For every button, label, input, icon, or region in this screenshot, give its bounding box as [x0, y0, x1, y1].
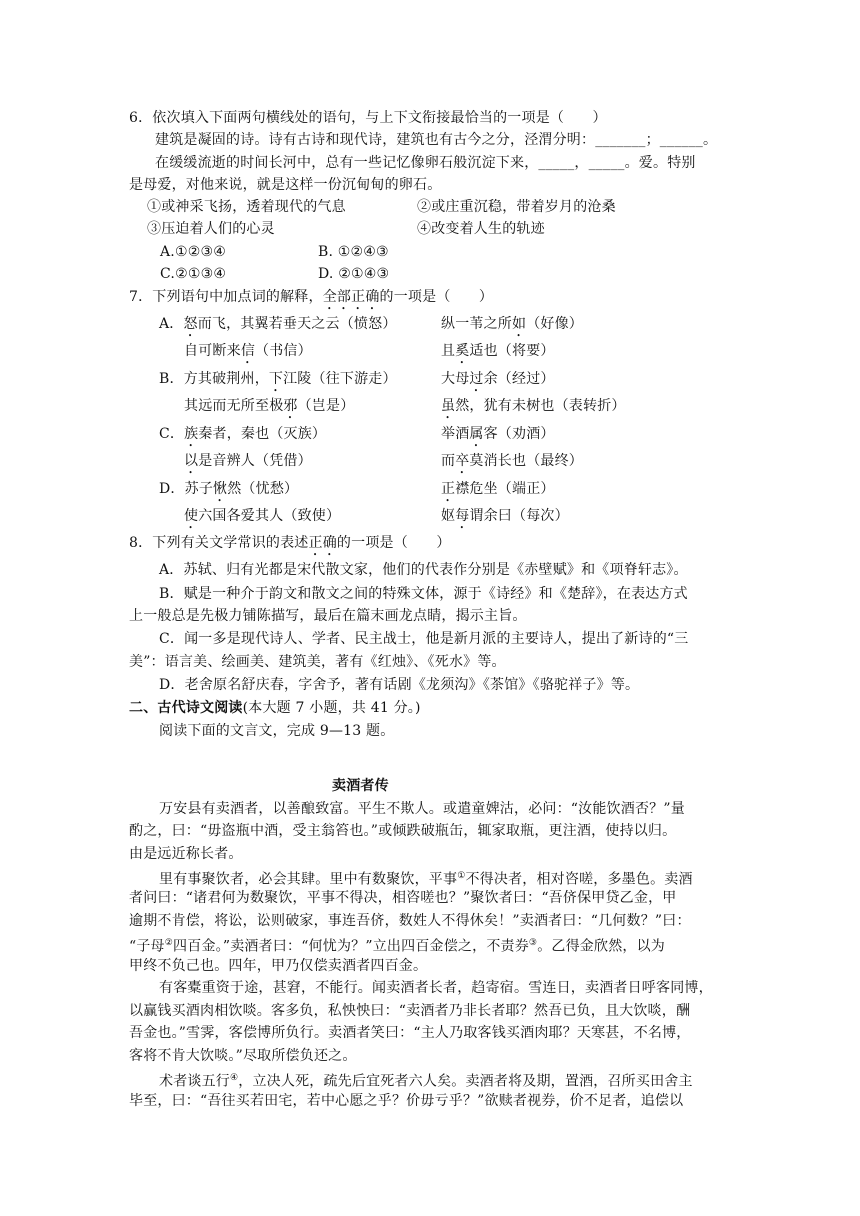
q7-c-4-key: 卒	[455, 453, 470, 469]
q8-option-b-line1: B．赋是一种介于韵文和散文之间的特殊文体，源于《诗经》和《楚辞》，在表达方式	[159, 586, 688, 602]
q7-a-3-pre: 自可断来	[184, 343, 241, 359]
q7-a-1-key: 怒	[183, 316, 198, 332]
q7-b-1-pre: B．方其破荆州，	[159, 371, 269, 387]
q7-a-2-key: 如	[512, 316, 527, 332]
q7-d-4-post: 谓余曰（每次）	[469, 508, 569, 524]
footnote-marker: ①	[457, 871, 466, 881]
q6-passage-line2: 在缓缓流逝的时间长河中，总有一些记忆像卵石般沉淀下来，_____，_____。爱。特别	[155, 155, 696, 171]
q7-a-2-post: （好像）	[526, 316, 584, 332]
passage-line: 由是远近称长者。	[129, 846, 243, 862]
q7-d-1-key: 愀	[213, 481, 228, 497]
q6-stem: 6．依次填入下面两句横线处的语句，与上下文衔接最恰当的一项是（ ）	[129, 110, 607, 126]
passage-text: 。乙得金欣然，以为	[537, 938, 666, 955]
q7-b-4	[441, 396, 626, 422]
q8-option-a: A．苏轼、归有光都是宋代散文家，他们的代表作分别是《赤壁赋》和《项脊轩志》。	[159, 562, 688, 578]
q7-c-2-post: 客（劝酒）	[483, 426, 555, 442]
passage-line: 逾期不肯偿，将讼，讼则破家，事连吾侪，数姓人不得休矣！”卖酒者曰：“几何数？”曰：	[129, 913, 691, 929]
q8-stem-emphasis: 正确	[308, 535, 337, 551]
q6-passage-line1: 建筑是凝固的诗。诗有古诗和现代诗，建筑也有古今之分，泾渭分明：_______；______。	[155, 132, 718, 148]
passage-line	[159, 1068, 693, 1092]
q7-c-3	[184, 451, 312, 477]
section-heading-note: (本大题 7 小题，共 41 分。)	[242, 700, 421, 716]
q7-c-3-key: 以	[184, 453, 199, 469]
passage-text: “子母	[129, 938, 165, 955]
q7-d-3-post: 六国各爱其人（致使）	[198, 508, 341, 524]
passage-text: 不得决者，相对咨嗟，多墨色。卖酒	[465, 871, 693, 888]
q6-item-4: ④改变着人生的轨迹	[417, 221, 545, 237]
q7-d-2-key: 正	[441, 481, 456, 497]
passage-line: 甲终不负己也。四年，甲乃仅偿卖酒者四百金。	[129, 958, 428, 974]
passage-line: 者问曰：“诸君何为数聚饮，平事不得决，相咨嗟也？”聚饮者曰：“吾侪保甲贷乙金，甲	[129, 890, 677, 906]
q6-option-d: D. ②①④③	[318, 266, 390, 282]
q7-a-1-post: 而飞，其翼若垂天之云（愤怒）	[197, 316, 397, 332]
q7-stem-a: 7．下列语句中加点词的解释，	[129, 289, 323, 305]
q7-c-3-post: 是音辨人（凭借）	[198, 453, 312, 469]
section-heading	[129, 698, 421, 718]
q7-d-1-post: 然（忧愁）	[227, 481, 299, 497]
q7-d-2	[441, 479, 555, 505]
q7-a-1-pre: A．	[159, 316, 184, 332]
q7-d-1-pre: D．苏子	[159, 481, 214, 497]
q7-a-4	[441, 341, 555, 367]
q8-option-c-line2: 美”：语言美、绘画美、建筑美，著有《红烛》、《死水》等。	[129, 654, 506, 670]
q7-a-1	[159, 314, 397, 340]
q7-b-1-key: 下	[268, 371, 284, 387]
q7-c-2	[441, 424, 555, 450]
q6-option-a: A.①②③④	[160, 244, 226, 260]
passage-line	[159, 866, 693, 890]
q7-b-2	[441, 369, 555, 395]
q7-b-3-post: （岂是）	[297, 398, 355, 414]
q7-b-3	[184, 396, 354, 422]
passage-line: 以赢钱买酒肉相饮啖。客多负，私怏怏曰：“卖酒者乃非长者耶？然吾已负，且大饮啖，酬	[129, 1003, 691, 1019]
section-heading-title: 二、古代诗文阅读	[129, 700, 243, 716]
q8-option-b-line2: 上一般总是先极力铺陈描写，最后在篇末画龙点睛，揭示主旨。	[129, 608, 527, 624]
q7-c-1-key: 族	[184, 426, 199, 442]
q8-option-d: D．老舍原名舒庆春，字舍予，著有话剧《龙须沟》《茶馆》《骆驼祥子》等。	[159, 677, 640, 693]
q7-c-1	[159, 424, 326, 450]
q8-stem-a: 8．下列有关文学常识的表述	[129, 535, 309, 551]
q7-a-3-post: （书信）	[255, 343, 312, 359]
passage-text: ，立决人死，疏先后宜死者六人矣。卖酒者将及期，置酒，召所买田舍主	[238, 1073, 693, 1090]
q7-stem-emphasis: 全部正确	[322, 289, 380, 305]
passage-line: 有客橐重资于途，甚窘，不能行。闻卖酒者长者，趋寄宿。雪连日，卖酒者日呼客同博，	[159, 980, 713, 996]
passage-title: 卖酒者传	[332, 778, 389, 794]
q7-a-2	[441, 314, 583, 340]
passage-line: 酌之，曰：“毋盗瓶中酒，受主翁笞也。”或倾跌破瓶缶，辄家取瓶，更注酒，使持以归。	[129, 823, 677, 839]
section-instruction: 阅读下面的文言文，完成 9—13 题。	[159, 723, 395, 739]
passage-line: 吾金也。”雪霁，客偿博所负行。卖酒者笑曰：“主人乃取客钱买酒肉耶？天寒甚，不名博，	[129, 1025, 691, 1041]
q7-b-4-post: 然，犹有未树也（表转折）	[455, 398, 626, 414]
q7-c-1-post: 秦者，秦也（灭族）	[198, 426, 327, 442]
footnote-marker: ③	[528, 938, 538, 948]
q7-d-2-post: 襟危坐（端正）	[455, 481, 555, 497]
footnote-marker: ④	[230, 1073, 239, 1083]
q8-stem	[129, 533, 451, 559]
q7-b-3-key: 邪	[283, 398, 298, 414]
q7-d-4-key: 每	[455, 508, 470, 524]
q7-a-4-pre: 且	[441, 343, 456, 359]
q7-b-1	[159, 369, 397, 395]
q7-c-4-pre: 而	[441, 453, 456, 469]
q7-stem-c: 的一项是（ ）	[379, 289, 494, 305]
q7-a-2-pre: 纵一苇之所	[441, 316, 512, 332]
q7-c-2-key: 属	[469, 426, 484, 442]
q7-d-4-pre: 妪	[441, 508, 456, 524]
q7-b-2-pre: 大母	[441, 371, 470, 387]
q7-a-4-key: 奚	[455, 343, 470, 359]
q7-d-4	[441, 506, 569, 532]
q7-a-3	[184, 341, 312, 367]
q7-stem	[129, 287, 493, 313]
q7-a-4-post: 适也（将要）	[469, 343, 555, 359]
q7-c-4	[441, 451, 583, 477]
footnote-marker: ②	[164, 938, 174, 948]
q7-d-3-key: 使	[184, 508, 199, 524]
q6-item-3: ③压迫着人们的心灵	[147, 221, 275, 237]
q6-item-1: ①或神采飞扬，透着现代的气息	[147, 199, 346, 215]
passage-line: 毕至，曰：“吾往买若田宅，若中心愿之乎？价毋亏乎？”欲赎者视券，价不足者，追偿以	[129, 1093, 684, 1109]
q7-b-3-pre: 其远而无所至极	[184, 398, 284, 414]
q7-d-1	[159, 479, 298, 505]
q7-c-1-pre: C．	[159, 426, 185, 442]
q8-stem-c: 的一项是（ ）	[336, 535, 451, 551]
q6-passage-line3: 是母爱，对他来说，就是这样一份沉甸甸的卵石。	[129, 177, 442, 193]
q7-b-2-key: 过	[469, 371, 484, 387]
q6-option-b: B. ①②④③	[318, 244, 389, 260]
passage-text: 术者谈五行	[159, 1073, 230, 1090]
passage-line: 客将不肯大饮啖。”尽取所偿负还之。	[129, 1048, 357, 1064]
q6-item-2: ②或庄重沉稳，带着岁月的沧桑	[417, 199, 616, 215]
q7-c-4-post: 莫消长也（最终）	[469, 453, 584, 469]
passage-line	[129, 933, 665, 957]
q7-b-4-key: 虽	[441, 398, 456, 414]
q7-a-3-key: 信	[240, 343, 256, 359]
passage-text: 里有事聚饮者，必会其肆。里中有数聚饮，平事	[159, 871, 458, 888]
q6-option-c: C.②①③④	[160, 266, 227, 282]
q7-b-1-post: 江陵（往下游走）	[283, 371, 397, 387]
q7-b-2-post: 余（经过）	[483, 371, 555, 387]
passage-text: 四百金。”卖酒者曰：“何忧为？”立出四百金偿之，不责券	[173, 938, 529, 955]
passage-line: 万安县有卖酒者，以善酿致富。平生不欺人。或遣童婢沽，必问：“汝能饮酒否？”量	[159, 801, 685, 817]
q8-option-c-line1: C．闻一多是现代诗人、学者、民主战士，他是新月派的主要诗人，提出了新诗的“三	[159, 631, 689, 647]
q7-c-2-pre: 举酒	[441, 426, 470, 442]
q7-d-3	[184, 506, 340, 532]
